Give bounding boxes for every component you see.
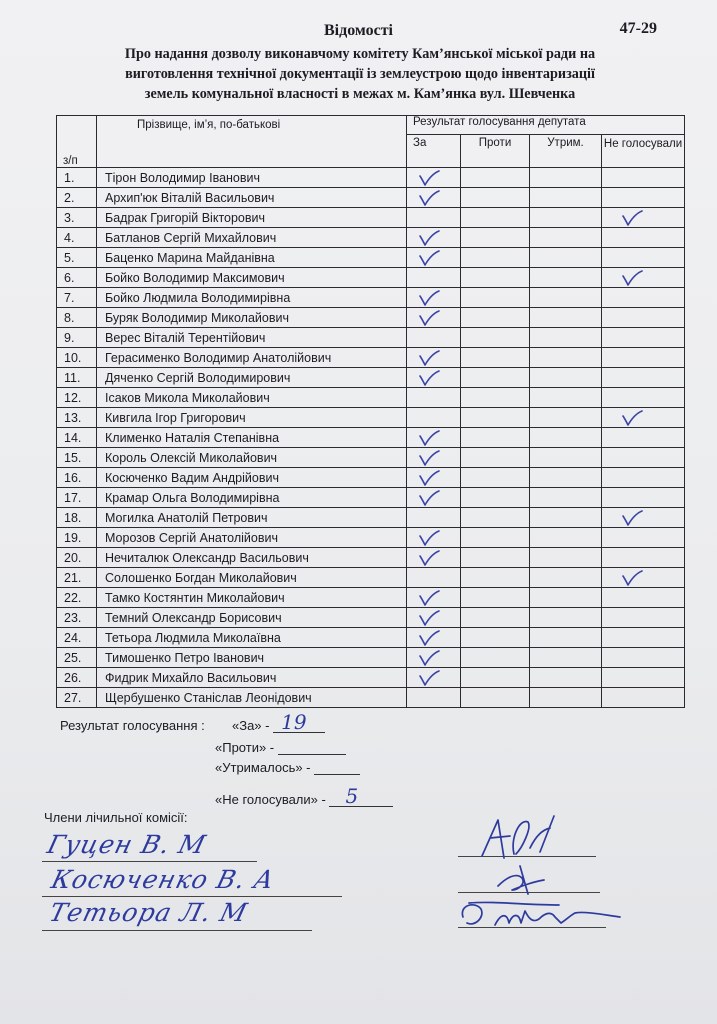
vote-cell-for (407, 208, 461, 228)
vote-cell-for (407, 268, 461, 288)
row-number: 7. (57, 288, 97, 308)
vote-cell-against (461, 328, 530, 348)
document-subtitle (55, 44, 665, 104)
deputy-name: Бойко Володимир Максимович (97, 268, 407, 288)
vote-cell-abstain (530, 648, 602, 668)
document-title: Відомості (324, 22, 393, 39)
check-mark-icon (417, 289, 441, 307)
vote-cell-against (461, 688, 530, 708)
row-number: 23. (57, 608, 97, 628)
vote-cell-for (407, 628, 461, 648)
vote-cell-not-voted (602, 268, 685, 288)
vote-cell-abstain (530, 488, 602, 508)
deputy-name: Солошенко Богдан Миколайович (97, 568, 407, 588)
vote-cell-for (407, 448, 461, 468)
commission-label: Члени лічильної комісії: (44, 810, 188, 825)
check-mark-icon (417, 469, 441, 487)
vote-cell-not-voted (602, 168, 685, 188)
table-row (57, 328, 685, 348)
deputy-name: Герасименко Володимир Анатолійович (97, 348, 407, 368)
vote-cell-against (461, 348, 530, 368)
vote-cell-not-voted (602, 668, 685, 688)
deputy-name: Ісаков Микола Миколайович (97, 388, 407, 408)
table-row (57, 248, 685, 268)
check-mark-icon (417, 369, 441, 387)
table-row (57, 648, 685, 668)
vote-cell-not-voted (602, 408, 685, 428)
check-mark-icon (417, 669, 441, 687)
row-number: 12. (57, 388, 97, 408)
header-for: За (407, 135, 461, 168)
summary-for-label: «За» - (232, 718, 270, 733)
check-mark-icon (620, 509, 644, 527)
deputy-name: Темний Олександр Борисович (97, 608, 407, 628)
vote-cell-not-voted (602, 368, 685, 388)
table-row (57, 208, 685, 228)
vote-cell-not-voted (602, 608, 685, 628)
summary-not-voted (215, 784, 393, 808)
vote-cell-against (461, 268, 530, 288)
row-number: 14. (57, 428, 97, 448)
table-row (57, 308, 685, 328)
vote-cell-abstain (530, 408, 602, 428)
vote-cell-not-voted (602, 328, 685, 348)
vote-cell-not-voted (602, 388, 685, 408)
check-mark-icon (417, 609, 441, 627)
deputy-name: Батланов Сергій Михайлович (97, 228, 407, 248)
table-row (57, 268, 685, 288)
vote-cell-for (407, 548, 461, 568)
row-number: 17. (57, 488, 97, 508)
deputy-name: Дяченко Сергій Володимирович (97, 368, 407, 388)
row-number: 3. (57, 208, 97, 228)
vote-cell-abstain (530, 208, 602, 228)
row-number: 27. (57, 688, 97, 708)
header-not-voted: Не голосували (602, 135, 685, 168)
check-mark-icon (417, 529, 441, 547)
table-row (57, 508, 685, 528)
table-row (57, 468, 685, 488)
vote-cell-abstain (530, 428, 602, 448)
name-line (42, 861, 257, 862)
deputy-name: Клименко Наталія Степанівна (97, 428, 407, 448)
vote-cell-against (461, 488, 530, 508)
vote-cell-against (461, 628, 530, 648)
deputy-name: Тимошенко Петро Іванович (97, 648, 407, 668)
summary-for (232, 710, 325, 734)
check-mark-icon (417, 489, 441, 507)
table-row (57, 608, 685, 628)
vote-cell-abstain (530, 288, 602, 308)
row-number: 26. (57, 668, 97, 688)
summary-not-voted-blank (329, 784, 393, 808)
summary-label: Результат голосування : (60, 718, 205, 733)
voting-table (56, 115, 685, 708)
row-number: 9. (57, 328, 97, 348)
vote-cell-abstain (530, 268, 602, 288)
commission-member-name: Косюченко В. А (48, 865, 278, 894)
table-row (57, 568, 685, 588)
vote-cell-against (461, 228, 530, 248)
table-row (57, 628, 685, 648)
vote-cell-abstain (530, 588, 602, 608)
row-number: 16. (57, 468, 97, 488)
summary-against-label: «Проти» - (215, 740, 275, 755)
vote-cell-against (461, 428, 530, 448)
table-row (57, 548, 685, 568)
row-number: 6. (57, 268, 97, 288)
vote-cell-against (461, 248, 530, 268)
vote-cell-abstain (530, 508, 602, 528)
vote-cell-against (461, 548, 530, 568)
signature-mark (492, 860, 552, 900)
check-mark-icon (620, 409, 644, 427)
summary-against-blank (278, 740, 346, 755)
row-number: 8. (57, 308, 97, 328)
summary-not-voted-value: 5 (345, 784, 359, 808)
table-row (57, 688, 685, 708)
commission-member-name: Гуцен В. М (44, 830, 210, 859)
deputy-name: Архип'юк Віталій Васильович (97, 188, 407, 208)
table-row (57, 168, 685, 188)
table-row (57, 188, 685, 208)
vote-cell-for (407, 168, 461, 188)
subtitle-line: Про надання дозволу виконавчому комітету Кам’янської міської ради на (124, 46, 596, 62)
name-line (42, 930, 312, 931)
vote-cell-not-voted (602, 428, 685, 448)
vote-cell-abstain (530, 328, 602, 348)
table-row (57, 488, 685, 508)
table-row (57, 408, 685, 428)
vote-cell-against (461, 588, 530, 608)
vote-cell-abstain (530, 368, 602, 388)
deputy-name: Крамар Ольга Володимирівна (97, 488, 407, 508)
vote-cell-not-voted (602, 208, 685, 228)
vote-cell-against (461, 188, 530, 208)
vote-cell-not-voted (602, 588, 685, 608)
vote-cell-against (461, 508, 530, 528)
vote-cell-abstain (530, 388, 602, 408)
deputy-name: Король Олексій Миколайович (97, 448, 407, 468)
row-number: 25. (57, 648, 97, 668)
row-number: 18. (57, 508, 97, 528)
summary-not-voted-label: «Не голосували» - (215, 792, 326, 807)
vote-cell-against (461, 368, 530, 388)
table-row (57, 428, 685, 448)
vote-cell-abstain (530, 628, 602, 648)
row-number: 2. (57, 188, 97, 208)
check-mark-icon (417, 169, 441, 187)
vote-cell-not-voted (602, 688, 685, 708)
summary-for-value: 19 (281, 710, 307, 734)
vote-cell-not-voted (602, 188, 685, 208)
summary-abstain-label: «Утрималось» - (215, 760, 311, 775)
table-row (57, 448, 685, 468)
deputy-name: Бадрак Григорій Вікторович (97, 208, 407, 228)
header-result: Результат голосування депутата (407, 116, 685, 135)
table-row (57, 228, 685, 248)
check-mark-icon (417, 629, 441, 647)
check-mark-icon (620, 269, 644, 287)
vote-cell-for (407, 468, 461, 488)
vote-cell-for (407, 188, 461, 208)
vote-cell-abstain (530, 548, 602, 568)
table-row (57, 528, 685, 548)
vote-cell-for (407, 368, 461, 388)
deputy-name: Косюченко Вадим Андрійович (97, 468, 407, 488)
vote-cell-against (461, 468, 530, 488)
vote-cell-against (461, 448, 530, 468)
vote-cell-against (461, 288, 530, 308)
vote-cell-for (407, 688, 461, 708)
vote-cell-not-voted (602, 488, 685, 508)
vote-cell-for (407, 528, 461, 548)
vote-cell-against (461, 408, 530, 428)
deputy-name: Фидрик Михайло Васильович (97, 668, 407, 688)
vote-cell-abstain (530, 228, 602, 248)
vote-cell-against (461, 168, 530, 188)
vote-cell-against (461, 568, 530, 588)
vote-cell-not-voted (602, 508, 685, 528)
vote-cell-abstain (530, 528, 602, 548)
check-mark-icon (417, 449, 441, 467)
vote-cell-abstain (530, 688, 602, 708)
vote-cell-for (407, 228, 461, 248)
name-line (42, 896, 342, 897)
vote-cell-not-voted (602, 548, 685, 568)
table-row (57, 388, 685, 408)
check-mark-icon (417, 249, 441, 267)
row-number: 24. (57, 628, 97, 648)
vote-cell-not-voted (602, 628, 685, 648)
row-number: 19. (57, 528, 97, 548)
vote-cell-for (407, 588, 461, 608)
vote-cell-not-voted (602, 528, 685, 548)
vote-cell-abstain (530, 188, 602, 208)
signature-mark (455, 895, 625, 935)
vote-cell-for (407, 288, 461, 308)
vote-cell-not-voted (602, 448, 685, 468)
check-mark-icon (417, 349, 441, 367)
vote-cell-not-voted (602, 248, 685, 268)
vote-cell-against (461, 608, 530, 628)
header-number: з/п (57, 116, 97, 168)
vote-cell-against (461, 668, 530, 688)
vote-cell-not-voted (602, 468, 685, 488)
vote-cell-for (407, 328, 461, 348)
vote-cell-not-voted (602, 568, 685, 588)
table-row (57, 588, 685, 608)
vote-cell-abstain (530, 308, 602, 328)
vote-cell-for (407, 508, 461, 528)
check-mark-icon (417, 429, 441, 447)
summary-abstain-blank (314, 760, 360, 775)
deputy-name: Нечиталюк Олександр Васильович (97, 548, 407, 568)
vote-cell-for (407, 348, 461, 368)
header-name: Прізвище, ім’я, по-батькові (97, 116, 407, 168)
check-mark-icon (417, 309, 441, 327)
vote-cell-for (407, 488, 461, 508)
commission-member-name: Тетьора Л. М (46, 898, 251, 927)
vote-cell-abstain (530, 168, 602, 188)
vote-cell-for (407, 248, 461, 268)
vote-cell-not-voted (602, 308, 685, 328)
deputy-name: Могилка Анатолій Петрович (97, 508, 407, 528)
table-row (57, 368, 685, 388)
vote-cell-for (407, 668, 461, 688)
vote-cell-against (461, 308, 530, 328)
vote-cell-abstain (530, 348, 602, 368)
row-number: 11. (57, 368, 97, 388)
vote-cell-abstain (530, 448, 602, 468)
vote-cell-not-voted (602, 288, 685, 308)
row-number: 4. (57, 228, 97, 248)
vote-cell-not-voted (602, 228, 685, 248)
table-row (57, 668, 685, 688)
row-number: 13. (57, 408, 97, 428)
vote-cell-abstain (530, 568, 602, 588)
check-mark-icon (417, 649, 441, 667)
vote-cell-for (407, 608, 461, 628)
header-against: Проти (461, 135, 530, 168)
row-number: 10. (57, 348, 97, 368)
deputy-name: Тірон Володимир Іванович (97, 168, 407, 188)
deputy-name: Баценко Марина Майданівна (97, 248, 407, 268)
header-abstain: Утрим. (530, 135, 602, 168)
row-number: 22. (57, 588, 97, 608)
deputy-name: Бойко Людмила Володимирівна (97, 288, 407, 308)
vote-cell-not-voted (602, 348, 685, 368)
vote-cell-for (407, 648, 461, 668)
deputy-name: Тетьора Людмила Миколаївна (97, 628, 407, 648)
vote-cell-against (461, 528, 530, 548)
check-mark-icon (417, 229, 441, 247)
summary-for-blank (273, 710, 325, 734)
deputy-name: Тамко Костянтин Миколайович (97, 588, 407, 608)
deputy-name: Буряк Володимир Миколайович (97, 308, 407, 328)
row-number: 20. (57, 548, 97, 568)
vote-cell-abstain (530, 468, 602, 488)
table-row (57, 288, 685, 308)
check-mark-icon (417, 549, 441, 567)
subtitle-line: виготовлення технічної документації із землеустрою щодо інвентаризації (125, 66, 595, 82)
vote-cell-for (407, 428, 461, 448)
document-number: 47-29 (619, 20, 657, 37)
vote-cell-for (407, 568, 461, 588)
check-mark-icon (417, 589, 441, 607)
row-number: 5. (57, 248, 97, 268)
vote-cell-abstain (530, 248, 602, 268)
vote-cell-abstain (530, 668, 602, 688)
check-mark-icon (417, 189, 441, 207)
vote-cell-not-voted (602, 648, 685, 668)
vote-cell-against (461, 648, 530, 668)
table-row (57, 348, 685, 368)
check-mark-icon (620, 209, 644, 227)
signature-mark (470, 808, 580, 868)
check-mark-icon (620, 569, 644, 587)
vote-cell-for (407, 308, 461, 328)
row-number: 1. (57, 168, 97, 188)
row-number: 15. (57, 448, 97, 468)
vote-cell-against (461, 208, 530, 228)
deputy-name: Морозов Сергій Анатолійович (97, 528, 407, 548)
vote-cell-for (407, 408, 461, 428)
summary-against (215, 740, 346, 755)
deputy-name: Щербушенко Станіслав Леонідович (97, 688, 407, 708)
vote-cell-abstain (530, 608, 602, 628)
vote-cell-for (407, 388, 461, 408)
vote-cell-against (461, 388, 530, 408)
deputy-name: Верес Віталій Терентійович (97, 328, 407, 348)
summary-abstain (215, 760, 360, 775)
subtitle-line: земель комунальної власності в межах м. Кам’янка вул. Шевченка (144, 86, 576, 102)
row-number: 21. (57, 568, 97, 588)
deputy-name: Кивгила Ігор Григорович (97, 408, 407, 428)
